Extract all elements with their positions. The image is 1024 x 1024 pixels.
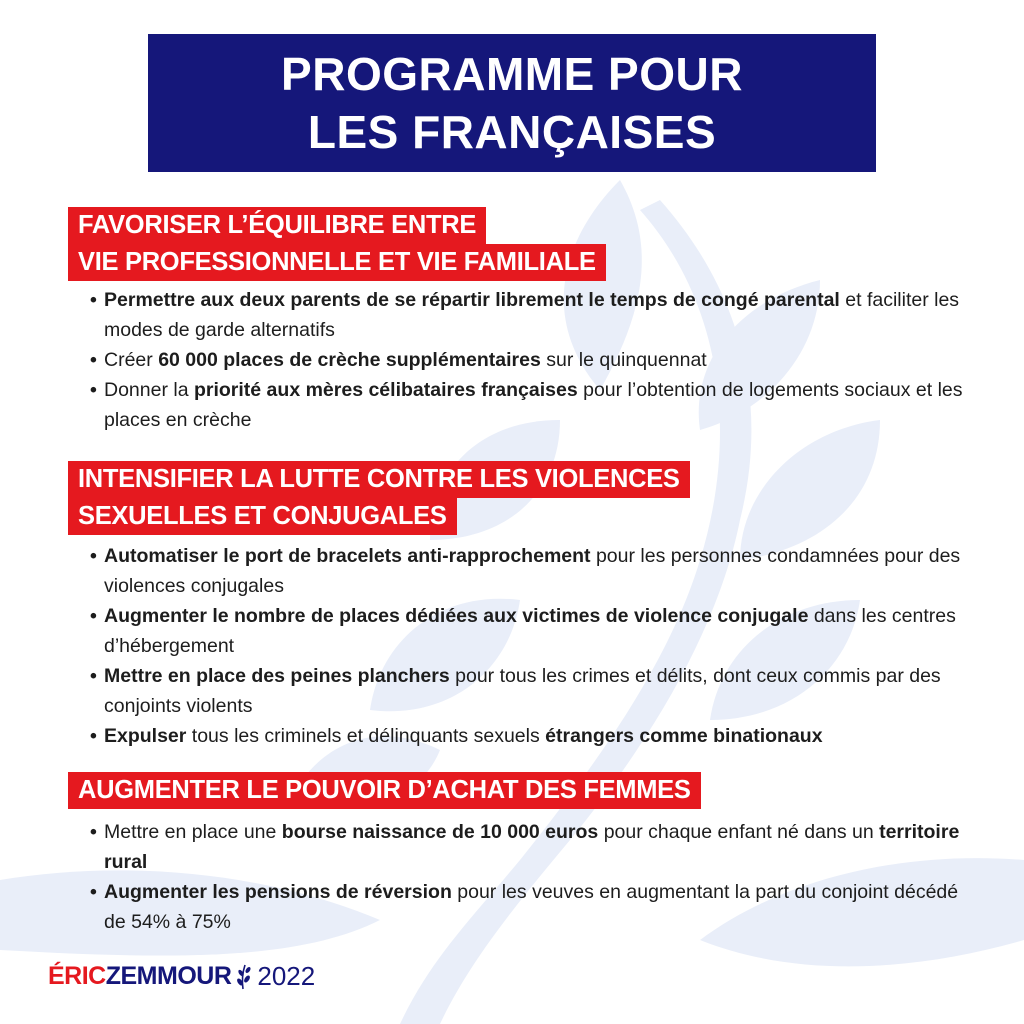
bullet-item: • Créer 60 000 places de crèche supplémentaires sur le quinquennat xyxy=(104,345,974,375)
bullet-item: • Augmenter le nombre de places dédiées aux victimes de violence conjugale dans les centres d’hébergement xyxy=(104,601,974,661)
logo-last-name: ZEMMOUR xyxy=(105,961,232,990)
section-heading-line: INTENSIFIER LA LUTTE CONTRE LES VIOLENCES xyxy=(68,461,690,498)
bullet-item: • Permettre aux deux parents de se répartir librement le temps de congé parental et faciliter les modes de garde alternatifs xyxy=(104,285,974,345)
bullet-list xyxy=(0,541,974,751)
section-heading-line: SEXUELLES ET CONJUGALES xyxy=(68,498,457,535)
bullet-item: • Mettre en place des peines planchers pour tous les crimes et délits, dont ceux commis par des conjoints violents xyxy=(104,661,974,721)
title-line-2: LES FRANÇAISES xyxy=(307,106,717,158)
title-line-1: PROGRAMME POUR xyxy=(281,48,743,100)
section-heading-line: VIE PROFESSIONNELLE ET VIE FAMILIALE xyxy=(68,244,606,281)
section-equilibre xyxy=(0,207,974,435)
bullet-item: • Donner la priorité aux mères célibataires françaises pour l’obtention de logements sociaux et les places en crèche xyxy=(104,375,974,435)
title-box xyxy=(148,34,876,172)
logo-year: 2022 xyxy=(257,960,316,991)
bullet-list xyxy=(0,285,974,435)
bullet-item: • Mettre en place une bourse naissance de 10 000 euros pour chaque enfant né dans un territoire rural xyxy=(104,817,974,877)
section-heading-line: AUGMENTER LE POUVOIR D’ACHAT DES FEMMES xyxy=(68,772,701,809)
laurel-icon xyxy=(233,962,253,990)
bullet-item: • Automatiser le port de bracelets anti-rapprochement pour les personnes condamnées pour des violences conjugales xyxy=(104,541,974,601)
section-heading-line: FAVORISER L’ÉQUILIBRE ENTRE xyxy=(68,207,486,244)
bullet-item: • Augmenter les pensions de réversion pour les veuves en augmentant la part du conjoint décédé de 54% à 75% xyxy=(104,877,974,937)
bullet-list xyxy=(0,817,974,937)
bullet-item: • Expulser tous les criminels et délinquants sexuels étrangers comme binationaux xyxy=(104,721,974,751)
section-heading xyxy=(0,772,974,809)
footer-logo xyxy=(48,958,315,994)
section-pouvoir-achat xyxy=(0,772,974,937)
logo-first-name: ÉRIC xyxy=(48,961,106,990)
section-heading xyxy=(0,207,974,281)
section-violences xyxy=(0,461,974,751)
section-heading xyxy=(0,461,974,535)
